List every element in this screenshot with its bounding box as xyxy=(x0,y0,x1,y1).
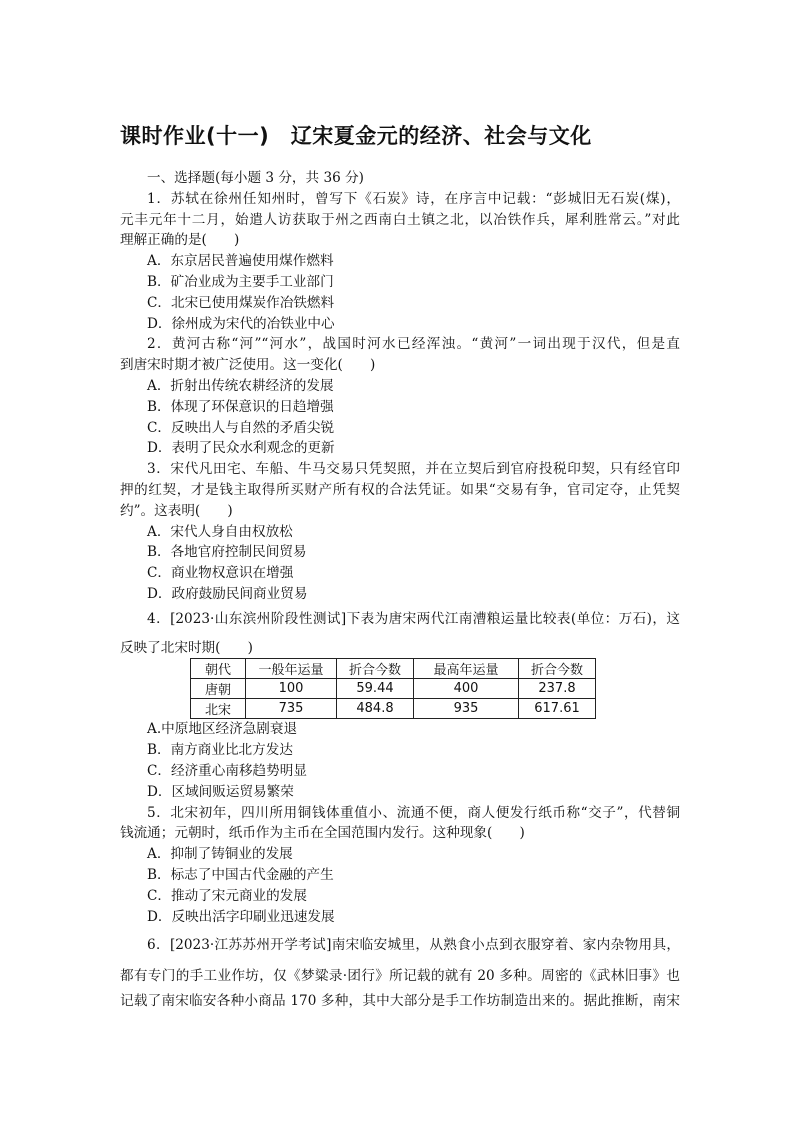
table-header-cell: 朝代 xyxy=(191,659,246,679)
question-3-stem-line-3: 约”。这表明( ) xyxy=(120,502,233,519)
question-4-stem-line-2: 反映了北宋时期( ) xyxy=(120,639,253,656)
question-4-option-c: C．经济重心南移趋势明显 xyxy=(147,762,307,779)
question-3-option-d: D．政府鼓励民间商业贸易 xyxy=(147,585,308,602)
question-5-option-d: D．反映出活字印刷业迅速发展 xyxy=(147,908,335,925)
document-body xyxy=(120,168,680,1012)
question-1-option-d: D．徐州成为宋代的冶铁业中心 xyxy=(147,315,335,332)
table-header-row xyxy=(191,659,596,679)
question-6-stem-line-1: 6．[2023·江苏苏州开学考试]南宋临安城里，从熟食小点到衣服穿着、家内杂物用具， xyxy=(147,937,680,954)
question-1-option-a: A．东京居民普遍使用煤作燃料 xyxy=(147,253,334,270)
question-5-stem-line-1: 5．北宋初年，四川所用铜钱体重值小、流通不便，商人便发行纸币称“交子”，代替铜 xyxy=(147,804,680,821)
question-2-option-d: D．表明了民众水利观念的更新 xyxy=(147,440,335,457)
question-1-option-c: C．北宋已使用煤炭作冶铁燃料 xyxy=(147,294,335,311)
question-4-stem-line-1: 4．[2023·山东滨州阶段性测试]下表为唐宋两代江南漕粮运量比较表(单位：万石)，这 xyxy=(147,610,680,627)
page-title: 课时作业(十一) 辽宋夏金元的经济、社会与文化 xyxy=(120,124,592,148)
question-1-stem-line-3: 理解正确的是( ) xyxy=(120,232,240,249)
question-2-option-a: A．折射出传统农耕经济的发展 xyxy=(147,377,334,394)
table-header-cell: 折合今数 xyxy=(519,659,596,679)
question-5-stem-line-2: 钱流通；元朝时，纸币作为主币在全国范围内发行。这种现象( ) xyxy=(120,825,525,842)
question-2-option-b: B．体现了环保意识的日趋增强 xyxy=(147,398,334,415)
question-4-option-d: D．区域间贩运贸易繁荣 xyxy=(147,783,294,800)
table-cell: 484.8 xyxy=(337,699,414,719)
table-cell: 400 xyxy=(414,679,519,699)
table-cell: 735 xyxy=(246,699,337,719)
question-1-stem-line-1: 1．苏轼在徐州任知州时，曾写下《石炭》诗，在序言中记载：“彭城旧无石炭(煤)， xyxy=(147,190,680,207)
question-5-option-b: B．标志了中国古代金融的产生 xyxy=(147,866,334,883)
table-cell: 唐朝 xyxy=(191,679,246,699)
question-2-option-c: C．反映出人与自然的矛盾尖锐 xyxy=(147,419,335,436)
table-row xyxy=(191,699,596,719)
question-5-option-a: A．抑制了铸铜业的发展 xyxy=(147,846,293,863)
table-row xyxy=(191,679,596,699)
question-3-stem-line-1: 3．宋代凡田宅、车船、牛马交易只凭契照，并在立契后到官府投税印契，只有经官印 xyxy=(147,461,680,478)
question-2-stem-line-1: 2．黄河古称“河”“河水”，战国时河水已经浑浊。“黄河”一词出现于汉代，但是直 xyxy=(147,336,680,353)
question-3-option-a: A．宋代人身自由权放松 xyxy=(147,523,293,540)
question-5-option-c: C．推动了宋元商业的发展 xyxy=(147,887,307,904)
question-6-stem-line-2: 都有专门的手工业作坊，仅《梦粱录·团行》所记载的就有 20 多种。周密的《武林旧事》也 xyxy=(120,968,680,985)
question-1-stem-line-2: 元丰元年十二月，始遣人访获取于州之西南白土镇之北，以冶铁作兵，犀利胜常云。”对此 xyxy=(120,211,680,228)
table-cell: 59.44 xyxy=(337,679,414,699)
section-heading: 一、选择题(每小题 3 分，共 36 分) xyxy=(147,170,364,186)
question-2-stem-line-2: 到唐宋时期才被广泛使用。这一变化( ) xyxy=(120,357,376,374)
question-3-option-b: B．各地官府控制民间贸易 xyxy=(147,544,307,561)
table-cell: 100 xyxy=(246,679,337,699)
question-3-option-c: C．商业物权意识在增强 xyxy=(147,565,294,582)
question-4-option-b: B．南方商业比北方发达 xyxy=(147,742,293,759)
question-4-option-a: A.中原地区经济急剧衰退 xyxy=(147,721,298,738)
question-3-stem-line-2: 押的红契，才是钱主取得所买财产所有权的合法凭证。如果“交易有争，官司定夺，止凭契 xyxy=(120,481,680,498)
grain-transport-table xyxy=(190,658,596,719)
table-header-cell: 最高年运量 xyxy=(414,659,519,679)
table-cell: 北宋 xyxy=(191,699,246,719)
question-1-option-b: B．矿冶业成为主要手工业部门 xyxy=(147,273,334,290)
table-header-cell: 折合今数 xyxy=(337,659,414,679)
table-cell: 237.8 xyxy=(519,679,596,699)
table-header-cell: 一般年运量 xyxy=(246,659,337,679)
question-6-stem-line-3: 记载了南宋临安各种小商品 170 多种，其中大部分是手工作坊制造出来的。据此推断，南宋 xyxy=(120,992,680,1009)
table-cell: 935 xyxy=(414,699,519,719)
table-cell: 617.61 xyxy=(519,699,596,719)
